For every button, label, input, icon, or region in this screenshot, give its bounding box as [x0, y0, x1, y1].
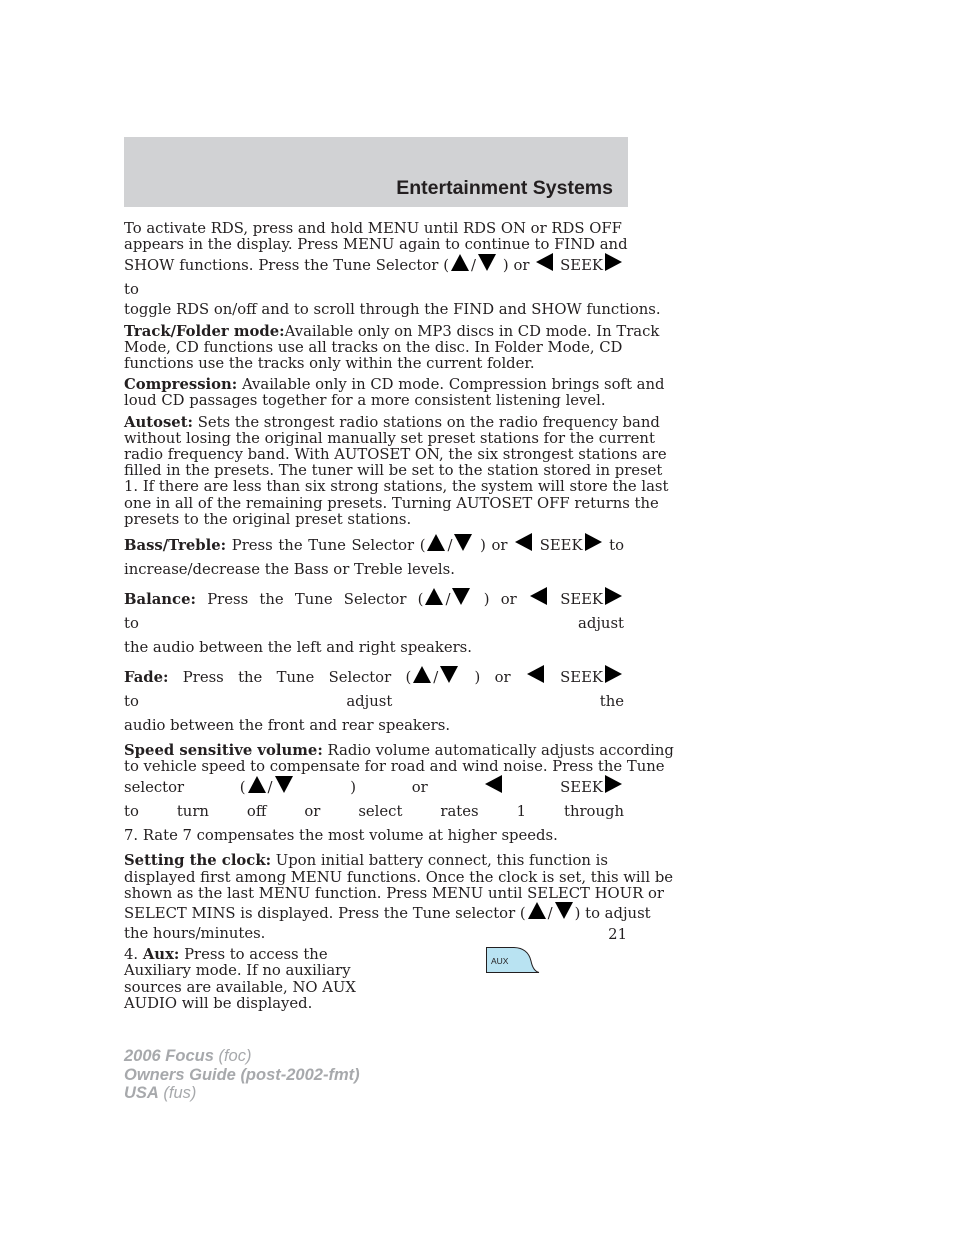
- to-adjust-text: to adjust the: [124, 693, 624, 711]
- seek-right-icon: [605, 253, 622, 271]
- footer-line-2: [124, 1066, 360, 1085]
- seek-text: SEEK: [560, 591, 603, 609]
- seek-right-icon: [585, 533, 602, 551]
- bass-text-a: [124, 537, 425, 554]
- to-adjust-text: ) to adjust: [574, 905, 651, 923]
- seek-text: SEEK: [560, 779, 603, 797]
- autoset-line-3: radio frequency band. With AUTOSET ON, the six strongest stations are: [124, 446, 667, 464]
- autoset-line-5: 1. If there are less than six strong stations, the system will store the last: [124, 478, 669, 496]
- slash-text: /: [445, 591, 451, 609]
- balance-paragraph: [124, 587, 624, 660]
- or-text: ) or: [474, 669, 511, 687]
- balance-line-1: [124, 587, 624, 636]
- up-arrow-icon: [427, 534, 445, 551]
- balance-label: Balance:: [124, 591, 196, 609]
- aux-line-1: [124, 947, 364, 963]
- footer: [124, 1047, 360, 1103]
- speed-label: Speed sensitive volume:: [124, 742, 323, 760]
- fade-paragraph: [124, 665, 624, 738]
- aux-line-3: sources are available, NO AUX: [124, 978, 356, 996]
- up-arrow-icon: [528, 902, 546, 919]
- rds-line-4: toggle RDS on/off and to scroll through the FIND and SHOW functions.: [124, 301, 661, 319]
- rds-line-3: [124, 253, 624, 302]
- autoset-label: Autoset:: [124, 413, 193, 431]
- compression-text-1: Available only in CD mode. Compression brings soft and: [237, 376, 665, 394]
- compression-line-2: loud CD passages together for a more consistent listening level.: [124, 392, 606, 410]
- autoset-text-1: Sets the strongest radio stations on the radio frequency band: [193, 413, 660, 431]
- autoset-line-6: one in all of the remaining presets. Turning AUTOSET OFF returns the: [124, 494, 659, 512]
- bass-line-2: increase/decrease the Bass or Treble levels.: [124, 561, 455, 579]
- clock-line-5: the hours/minutes.: [124, 925, 266, 943]
- clock-line-2: displayed first among MENU functions. Once the clock is set, this will be: [124, 868, 674, 886]
- rds-line-1: To activate RDS, press and hold MENU until RDS ON or RDS OFF: [124, 220, 622, 237]
- seek-right-icon: [605, 587, 622, 605]
- rates-text: to turn off or select rates 1 through: [124, 803, 624, 821]
- seek-right-icon: [605, 665, 622, 683]
- seek-left-icon: [515, 533, 532, 551]
- up-arrow-icon: [425, 588, 443, 605]
- down-arrow-icon: [452, 588, 470, 605]
- aux-number: 4.: [124, 946, 143, 964]
- fade-lead-text: Press the Tune Selector (: [168, 669, 412, 687]
- footer-market: USA: [124, 1084, 159, 1102]
- aux-paragraph: [124, 947, 364, 1012]
- autoset-line-2: without losing the original manually set preset stations for the current: [124, 429, 655, 447]
- seek-left-icon: [530, 587, 547, 605]
- speed-line-2: to vehicle speed to compensate for road and wind noise. Press the Tune: [124, 758, 665, 776]
- slash-text: /: [547, 905, 553, 923]
- up-arrow-icon: [451, 254, 469, 271]
- bass-line-1: [124, 533, 624, 558]
- seek-left-icon: [527, 665, 544, 683]
- track-line-1: [124, 322, 660, 340]
- to-text: to: [609, 537, 624, 555]
- autoset-line-1: [124, 413, 660, 431]
- clock-line-4: [124, 902, 651, 926]
- up-arrow-icon: [248, 776, 266, 793]
- clock-line-1: [124, 853, 624, 869]
- autoset-paragraph: [124, 413, 669, 528]
- bass-lead-text: Press the Tune Selector (: [226, 537, 426, 555]
- speed-text-1: Radio volume automatically adjusts according: [322, 742, 674, 760]
- aux-button-illustration: [486, 947, 540, 973]
- compression-label: Compression:: [124, 376, 238, 394]
- rds-line-2: appears in the display. Press MENU again to continue to FIND and: [124, 236, 628, 254]
- up-arrow-icon: [413, 666, 431, 683]
- seek-text: SEEK: [560, 669, 603, 687]
- slash-text: /: [433, 669, 439, 687]
- aux-line-4: AUDIO will be displayed.: [124, 994, 313, 1012]
- track-line-2: Mode, CD functions use all tracks on the disc. In Folder Mode, CD: [124, 338, 623, 356]
- fade-text-a: [124, 669, 411, 686]
- fade-line-1: [124, 665, 624, 714]
- track-line-3: functions use the tracks only within the current folder.: [124, 355, 535, 373]
- down-arrow-icon: [555, 902, 573, 919]
- page-content: [124, 220, 674, 1013]
- compression-line-1: [124, 376, 665, 394]
- slash-text: /: [447, 537, 453, 555]
- down-arrow-icon: [478, 254, 496, 271]
- compression-paragraph: [124, 376, 665, 410]
- slash-text: /: [267, 779, 273, 797]
- page-number: 21: [608, 926, 627, 943]
- fade-line-2: audio between the front and rear speakers.: [124, 717, 451, 735]
- bass-treble-paragraph: [124, 533, 624, 582]
- balance-lead-text: Press the Tune Selector (: [195, 591, 424, 609]
- footer-model: 2006 Focus: [124, 1047, 214, 1065]
- speed-volume-paragraph: [124, 742, 674, 848]
- footer-line-1: [124, 1047, 360, 1066]
- aux-label: Aux:: [142, 946, 180, 964]
- or-text: ) or: [480, 537, 508, 555]
- seek-left-icon: [536, 253, 553, 271]
- autoset-line-4: filled in the presets. The tuner will be set to the station stored in preset: [124, 462, 663, 480]
- clock-line-3: shown as the last MENU function. Press MENU until SELECT HOUR or: [124, 884, 664, 902]
- balance-text-a: [124, 591, 423, 608]
- down-arrow-icon: [440, 666, 458, 683]
- speed-line-3: [124, 775, 624, 824]
- rds-text-a: SHOW functions. Press the Tune Selector (: [124, 257, 449, 275]
- to-text: to: [124, 281, 139, 299]
- footer-model-code: (foc): [213, 1047, 252, 1065]
- speed-line-4: 7. Rate 7 compensates the most volume at higher speeds.: [124, 827, 558, 845]
- seek-text: SEEK: [560, 257, 603, 275]
- fade-label: Fade:: [124, 669, 169, 687]
- track-text-1: Available only on MP3 discs in CD mode. In Track: [284, 322, 660, 340]
- to-adjust-text: to adjust: [124, 615, 624, 633]
- footer-guide: Owners Guide (post-2002-fmt): [124, 1065, 360, 1084]
- clock-label: Setting the clock:: [124, 852, 272, 870]
- down-arrow-icon: [454, 534, 472, 551]
- header-band: [124, 137, 628, 207]
- balance-line-2: the audio between the left and right speakers.: [124, 639, 472, 657]
- clock-text-a: SELECT MINS is displayed. Press the Tune selector (: [124, 905, 526, 923]
- rds-paragraph: [124, 220, 661, 319]
- aux-section: [124, 947, 624, 1013]
- down-arrow-icon: [275, 776, 293, 793]
- speed-line-1: [124, 742, 674, 760]
- bass-label: Bass/Treble:: [124, 537, 227, 555]
- or-text: ) or: [350, 779, 428, 797]
- aux-line-2: Auxiliary mode. If no auxiliary: [124, 962, 351, 980]
- aux-button-label: AUX: [491, 956, 509, 967]
- slash-text: /: [470, 257, 476, 275]
- clock-text-1: Upon initial battery connect, this function is: [271, 852, 608, 870]
- track-label: Track/Folder mode:: [124, 322, 285, 340]
- seek-text: SEEK: [539, 537, 583, 555]
- footer-line-3: [124, 1084, 360, 1103]
- footer-market-code: (fus): [158, 1084, 197, 1102]
- or-text: ) or: [483, 591, 517, 609]
- or-text: ) or: [502, 257, 530, 275]
- aux-text-1: Press to access the: [179, 946, 328, 964]
- seek-right-icon: [605, 775, 622, 793]
- track-folder-paragraph: [124, 322, 660, 373]
- section-title: Entertainment Systems: [396, 177, 613, 199]
- speed-text-a: selector (: [124, 779, 246, 797]
- seek-left-icon: [485, 775, 502, 793]
- clock-paragraph: [124, 852, 674, 943]
- autoset-line-7: presets to the original preset stations.: [124, 510, 412, 528]
